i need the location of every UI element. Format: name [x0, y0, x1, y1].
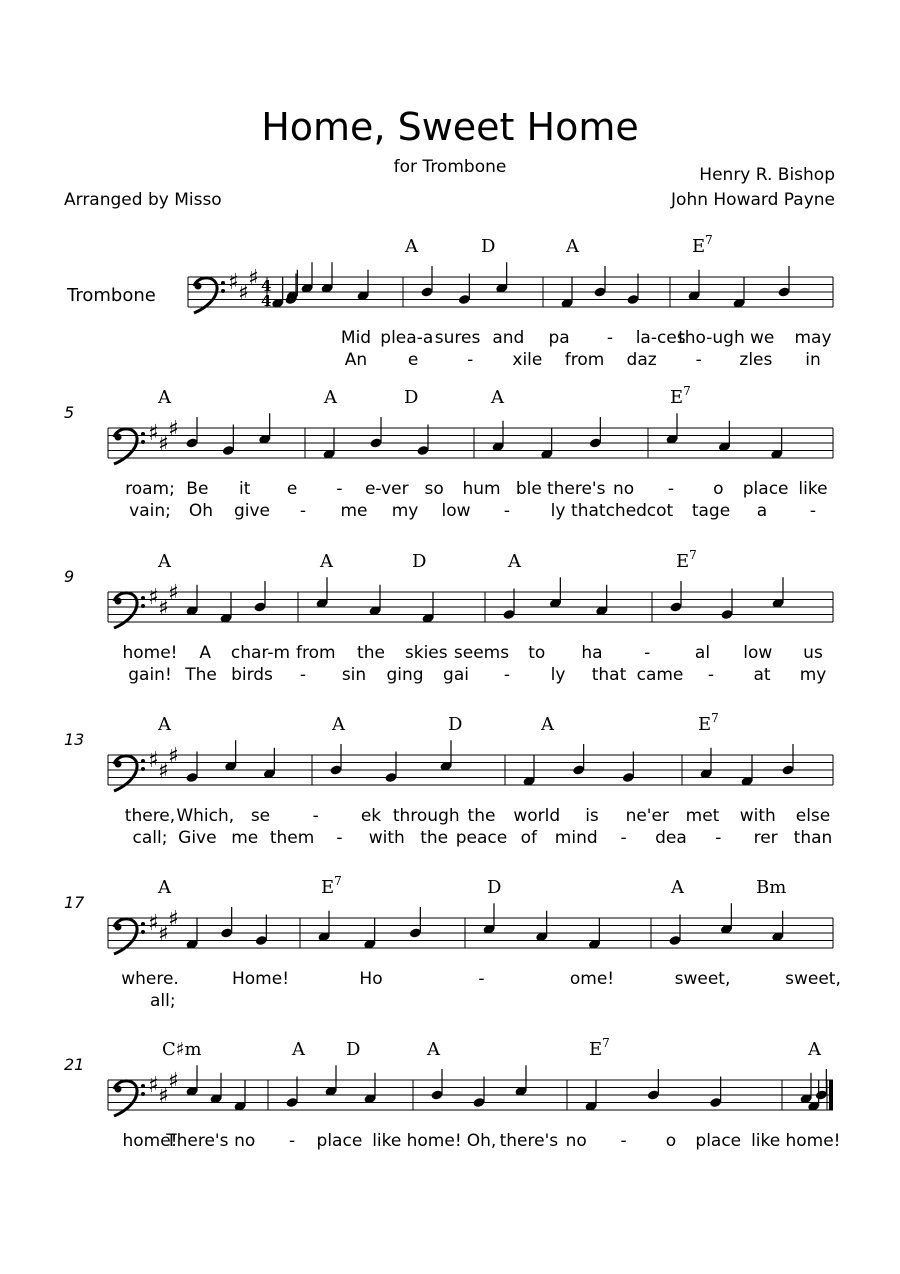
- lyric-verse-1: seems: [453, 643, 510, 663]
- svg-text:♯: ♯: [168, 1069, 179, 1094]
- lyric-verse-2: -: [809, 501, 817, 521]
- lyric-verse-2: -: [467, 350, 474, 370]
- lyric-verse-1: no: [565, 1131, 587, 1151]
- lyric-verse-1: place: [695, 1131, 742, 1151]
- lyric-verse-1: Ho: [359, 969, 383, 989]
- lyric-verse-2: daz: [626, 350, 657, 370]
- staff-system-5: [108, 903, 833, 950]
- chord-symbol: A: [332, 714, 345, 735]
- time-signature-top: 4: [261, 277, 272, 295]
- lyric-verse-1: place: [742, 479, 789, 499]
- chord-symbol: D: [346, 1039, 361, 1060]
- svg-text:♯: ♯: [158, 596, 169, 621]
- chord-symbol: A: [808, 1039, 821, 1060]
- lyric-verse-1: char-m: [230, 643, 291, 663]
- chord-symbol: A: [541, 714, 554, 735]
- lyric-verse-2: my: [391, 501, 419, 521]
- lyric-verse-1: us: [803, 643, 823, 663]
- lyric-verse-1: where.: [121, 969, 179, 989]
- lyric-verse-2: -: [707, 665, 715, 685]
- lyric-verse-2: -: [299, 665, 307, 685]
- lyric-verse-2: than: [793, 828, 833, 848]
- lyric-verse-2: cot: [646, 501, 674, 521]
- lyric-verse-1: low: [743, 643, 773, 663]
- chord-symbol: D: [412, 551, 427, 572]
- arranger: Arranged by Misso: [64, 190, 222, 210]
- lyric-verse-2: -: [503, 501, 511, 521]
- lyric-verse-2: The: [185, 665, 217, 685]
- lyric-verse-1: -: [620, 1131, 627, 1151]
- staff-system-4: [108, 740, 833, 787]
- lyric-verse-2: -: [695, 350, 702, 370]
- lyric-verse-1: the: [467, 806, 496, 826]
- lyric-verse-2: -: [620, 828, 627, 848]
- bass-clef-icon: [114, 919, 145, 954]
- lyric-verse-1: so: [424, 479, 444, 499]
- bass-clef-icon: [114, 1081, 145, 1116]
- bass-clef-icon: [114, 429, 145, 464]
- lyric-verse-1: ha: [581, 643, 603, 663]
- lyric-verse-1: e: [286, 479, 298, 499]
- lyric-verse-1: sweet,: [785, 969, 841, 989]
- lyric-verse-1: ble: [515, 479, 542, 499]
- lyric-verse-2: zles: [739, 350, 773, 370]
- lyric-verse-1: -: [606, 328, 613, 348]
- svg-text:♯: ♯: [158, 432, 169, 457]
- chord-symbol: $E^7$: [670, 384, 691, 408]
- svg-text:♯: ♯: [168, 581, 179, 606]
- lyric-verse-1: o: [713, 479, 724, 499]
- svg-text:♯: ♯: [158, 759, 169, 784]
- lyric-verse-1: like: [798, 479, 828, 499]
- composer: Henry R. Bishop: [699, 165, 835, 185]
- instrument-name: Trombone: [67, 285, 156, 306]
- staff-system-2: [108, 413, 833, 460]
- subtitle: for Trombone: [393, 157, 507, 177]
- lyric-verse-2: give: [233, 501, 271, 521]
- bass-clef-icon: [194, 278, 225, 313]
- lyric-verse-2: peace: [455, 828, 508, 848]
- chord-symbol: A: [158, 551, 171, 572]
- bass-clef-icon: [114, 593, 145, 628]
- lyric-verse-1: se: [250, 806, 271, 826]
- lyric-verse-1: home!: [406, 1131, 462, 1151]
- lyric-verse-1: tho-ugh: [678, 328, 745, 348]
- lyric-verse-1: there,: [124, 806, 176, 826]
- measure-number: 9: [64, 567, 75, 586]
- lyric-verse-2: tage: [691, 501, 731, 521]
- chord-symbol: D: [487, 877, 502, 898]
- lyric-verse-2: my: [799, 665, 827, 685]
- lyric-verse-2: came: [636, 665, 684, 685]
- lyric-verse-2: sin: [341, 665, 367, 685]
- lyric-verse-2: birds: [231, 665, 273, 685]
- lyric-verse-1: -: [644, 643, 651, 663]
- lyric-verse-1: from: [295, 643, 336, 663]
- lyric-verse-1: home!: [785, 1131, 841, 1151]
- chord-symbol: A: [405, 236, 418, 257]
- lyric-verse-2: me: [340, 501, 368, 521]
- lyricist: John Howard Payne: [671, 190, 835, 210]
- svg-text:♯: ♯: [228, 269, 239, 295]
- lyric-verse-2: call;: [132, 828, 168, 848]
- chord-symbol: $E^7$: [589, 1036, 610, 1060]
- lyric-verse-1: sures: [434, 328, 481, 348]
- lyric-verse-2: them: [269, 828, 315, 848]
- time-signature-bottom: 4: [261, 292, 272, 310]
- lyric-verse-1: e-ver: [364, 479, 409, 499]
- lyric-verse-1: with: [739, 806, 776, 826]
- svg-text:♯: ♯: [148, 1072, 159, 1098]
- lyric-verse-1: Which,: [176, 806, 235, 826]
- chord-symbol: D: [404, 387, 419, 408]
- svg-text:♯: ♯: [158, 922, 169, 947]
- chord-symbol: $E^7$: [698, 711, 719, 735]
- lyric-verse-1: -: [667, 479, 674, 499]
- lyric-verse-2: that: [591, 665, 627, 685]
- lyric-verse-1: else: [795, 806, 831, 826]
- lyric-verse-2: mind: [554, 828, 598, 848]
- chord-symbol: A: [508, 551, 521, 572]
- lyric-verse-1: is: [585, 806, 599, 826]
- lyric-verse-2: of: [520, 828, 538, 848]
- lyric-verse-1: ne'er: [625, 806, 669, 826]
- chord-symbol: D: [448, 714, 463, 735]
- chord-symbol: A: [158, 877, 171, 898]
- lyric-verse-2: the: [420, 828, 449, 848]
- lyric-verse-1: pa: [548, 328, 570, 348]
- staff-system-1: [188, 262, 833, 309]
- lyric-verse-2: ging: [386, 665, 424, 685]
- measure-number: 5: [64, 403, 75, 422]
- chord-symbol: A: [158, 387, 171, 408]
- lyric-verse-1: al: [694, 643, 711, 663]
- lyric-verse-2: Give: [178, 828, 217, 848]
- lyric-verse-2: a: [756, 501, 768, 521]
- lyric-verse-1: place: [316, 1131, 363, 1151]
- lyric-verse-1: it: [239, 479, 251, 499]
- measure-number: 13: [64, 730, 85, 749]
- lyric-verse-2: -: [503, 665, 511, 685]
- lyric-verse-2: dea: [655, 828, 687, 848]
- lyric-verse-1: There's: [166, 1131, 229, 1151]
- lyric-verse-1: no: [612, 479, 635, 499]
- lyric-verse-1: to: [528, 643, 546, 663]
- lyric-verse-2: all;: [150, 991, 176, 1011]
- lyric-verse-2: -: [336, 828, 343, 848]
- lyric-verse-1: like: [751, 1131, 781, 1151]
- lyric-verse-2: -: [715, 828, 722, 848]
- svg-text:♯: ♯: [148, 420, 159, 446]
- lyric-verse-2: e: [407, 350, 419, 370]
- lyric-verse-1: Be: [186, 479, 209, 499]
- lyric-verse-2: gain!: [128, 665, 172, 685]
- lyric-verse-1: and: [492, 328, 525, 348]
- lyric-verse-1: o: [665, 1131, 677, 1151]
- lyric-verse-1: Mid: [340, 328, 372, 348]
- lyric-verse-2: xile: [512, 350, 543, 370]
- page-title: Home, Sweet Home: [261, 105, 639, 149]
- lyric-verse-1: through: [392, 806, 460, 826]
- chord-symbol: A: [566, 236, 579, 257]
- lyric-verse-1: sweet,: [674, 969, 731, 989]
- lyric-verse-2: with: [368, 828, 405, 848]
- lyric-verse-1: hum: [462, 479, 501, 499]
- lyric-verse-2: rer: [753, 828, 778, 848]
- svg-text:♯: ♯: [158, 1084, 169, 1109]
- lyric-verse-1: like: [372, 1131, 402, 1151]
- svg-text:♯: ♯: [148, 584, 159, 610]
- svg-text:♯: ♯: [168, 907, 179, 932]
- svg-text:♯: ♯: [148, 910, 159, 936]
- lyric-verse-1: plea-a: [380, 328, 434, 348]
- lyric-verse-1: Home!: [231, 969, 290, 989]
- lyric-verse-1: -: [312, 806, 319, 826]
- lyric-verse-2: vain;: [129, 501, 171, 521]
- lyric-verse-1: may: [794, 328, 832, 348]
- lyric-verse-1: roam;: [125, 479, 175, 499]
- svg-text:♯: ♯: [238, 281, 249, 306]
- final-barline: [829, 1080, 833, 1110]
- lyric-verse-2: thatched: [571, 501, 647, 521]
- measure-number: 21: [64, 1055, 85, 1074]
- chord-symbol: $E^7$: [321, 874, 342, 898]
- lyric-verse-2: low: [441, 501, 471, 521]
- lyric-verse-2: me: [231, 828, 259, 848]
- lyric-verse-1: no: [234, 1131, 256, 1151]
- lyric-verse-1: A: [199, 643, 212, 663]
- lyric-verse-1: world: [513, 806, 561, 826]
- svg-text:♯: ♯: [168, 417, 179, 442]
- lyric-verse-1: la-ces: [635, 328, 686, 348]
- lyric-verse-2: An: [344, 350, 368, 370]
- chord-symbol: A: [320, 551, 333, 572]
- lyric-verse-2: in: [805, 350, 821, 370]
- lyric-verse-1: -: [336, 479, 343, 499]
- lyric-verse-1: there's: [499, 1131, 559, 1151]
- chord-symbol: A: [671, 877, 684, 898]
- lyric-verse-1: -: [478, 969, 485, 989]
- chord-symbol: D: [481, 236, 496, 257]
- chord-symbol: $E^7$: [692, 233, 713, 257]
- chord-symbol: A: [324, 387, 337, 408]
- lyric-verse-1: Oh,: [466, 1131, 497, 1151]
- measure-number: 17: [64, 893, 85, 912]
- chord-symbol: C♯m: [162, 1039, 202, 1060]
- lyric-verse-2: Oh: [188, 501, 214, 521]
- lyric-verse-1: we: [750, 328, 775, 348]
- lyric-verse-1: ek: [360, 806, 382, 826]
- lyric-verse-2: gai: [443, 665, 469, 685]
- lyric-verse-2: at: [753, 665, 771, 685]
- lyric-verse-1: home!: [122, 643, 178, 663]
- svg-text:♯: ♯: [148, 747, 159, 773]
- svg-text:♯: ♯: [248, 266, 259, 291]
- staff-system-6: [108, 1065, 833, 1112]
- lyric-verse-1: home!: [122, 1131, 178, 1151]
- lyric-verse-1: -: [289, 1131, 296, 1151]
- lyric-verse-1: skies: [404, 643, 448, 663]
- lyric-verse-1: there's: [546, 479, 606, 499]
- chord-symbol: $E^7$: [676, 548, 697, 572]
- lyric-verse-2: -: [299, 501, 307, 521]
- staff-system-3: [108, 577, 833, 624]
- chord-symbol: A: [158, 714, 171, 735]
- lyric-verse-2: ly: [550, 665, 566, 685]
- lyric-verse-2: ly: [550, 501, 566, 521]
- lyric-verse-1: the: [357, 643, 385, 663]
- lyric-verse-2: from: [564, 350, 605, 370]
- chord-symbol: A: [491, 387, 504, 408]
- chord-symbol: A: [427, 1039, 440, 1060]
- lyric-verse-1: met: [685, 806, 720, 826]
- bass-clef-icon: [114, 756, 145, 791]
- svg-text:♯: ♯: [168, 744, 179, 769]
- lyric-verse-1: ome!: [569, 969, 615, 989]
- chord-symbol: A: [292, 1039, 305, 1060]
- chord-symbol: Bm: [756, 877, 787, 898]
